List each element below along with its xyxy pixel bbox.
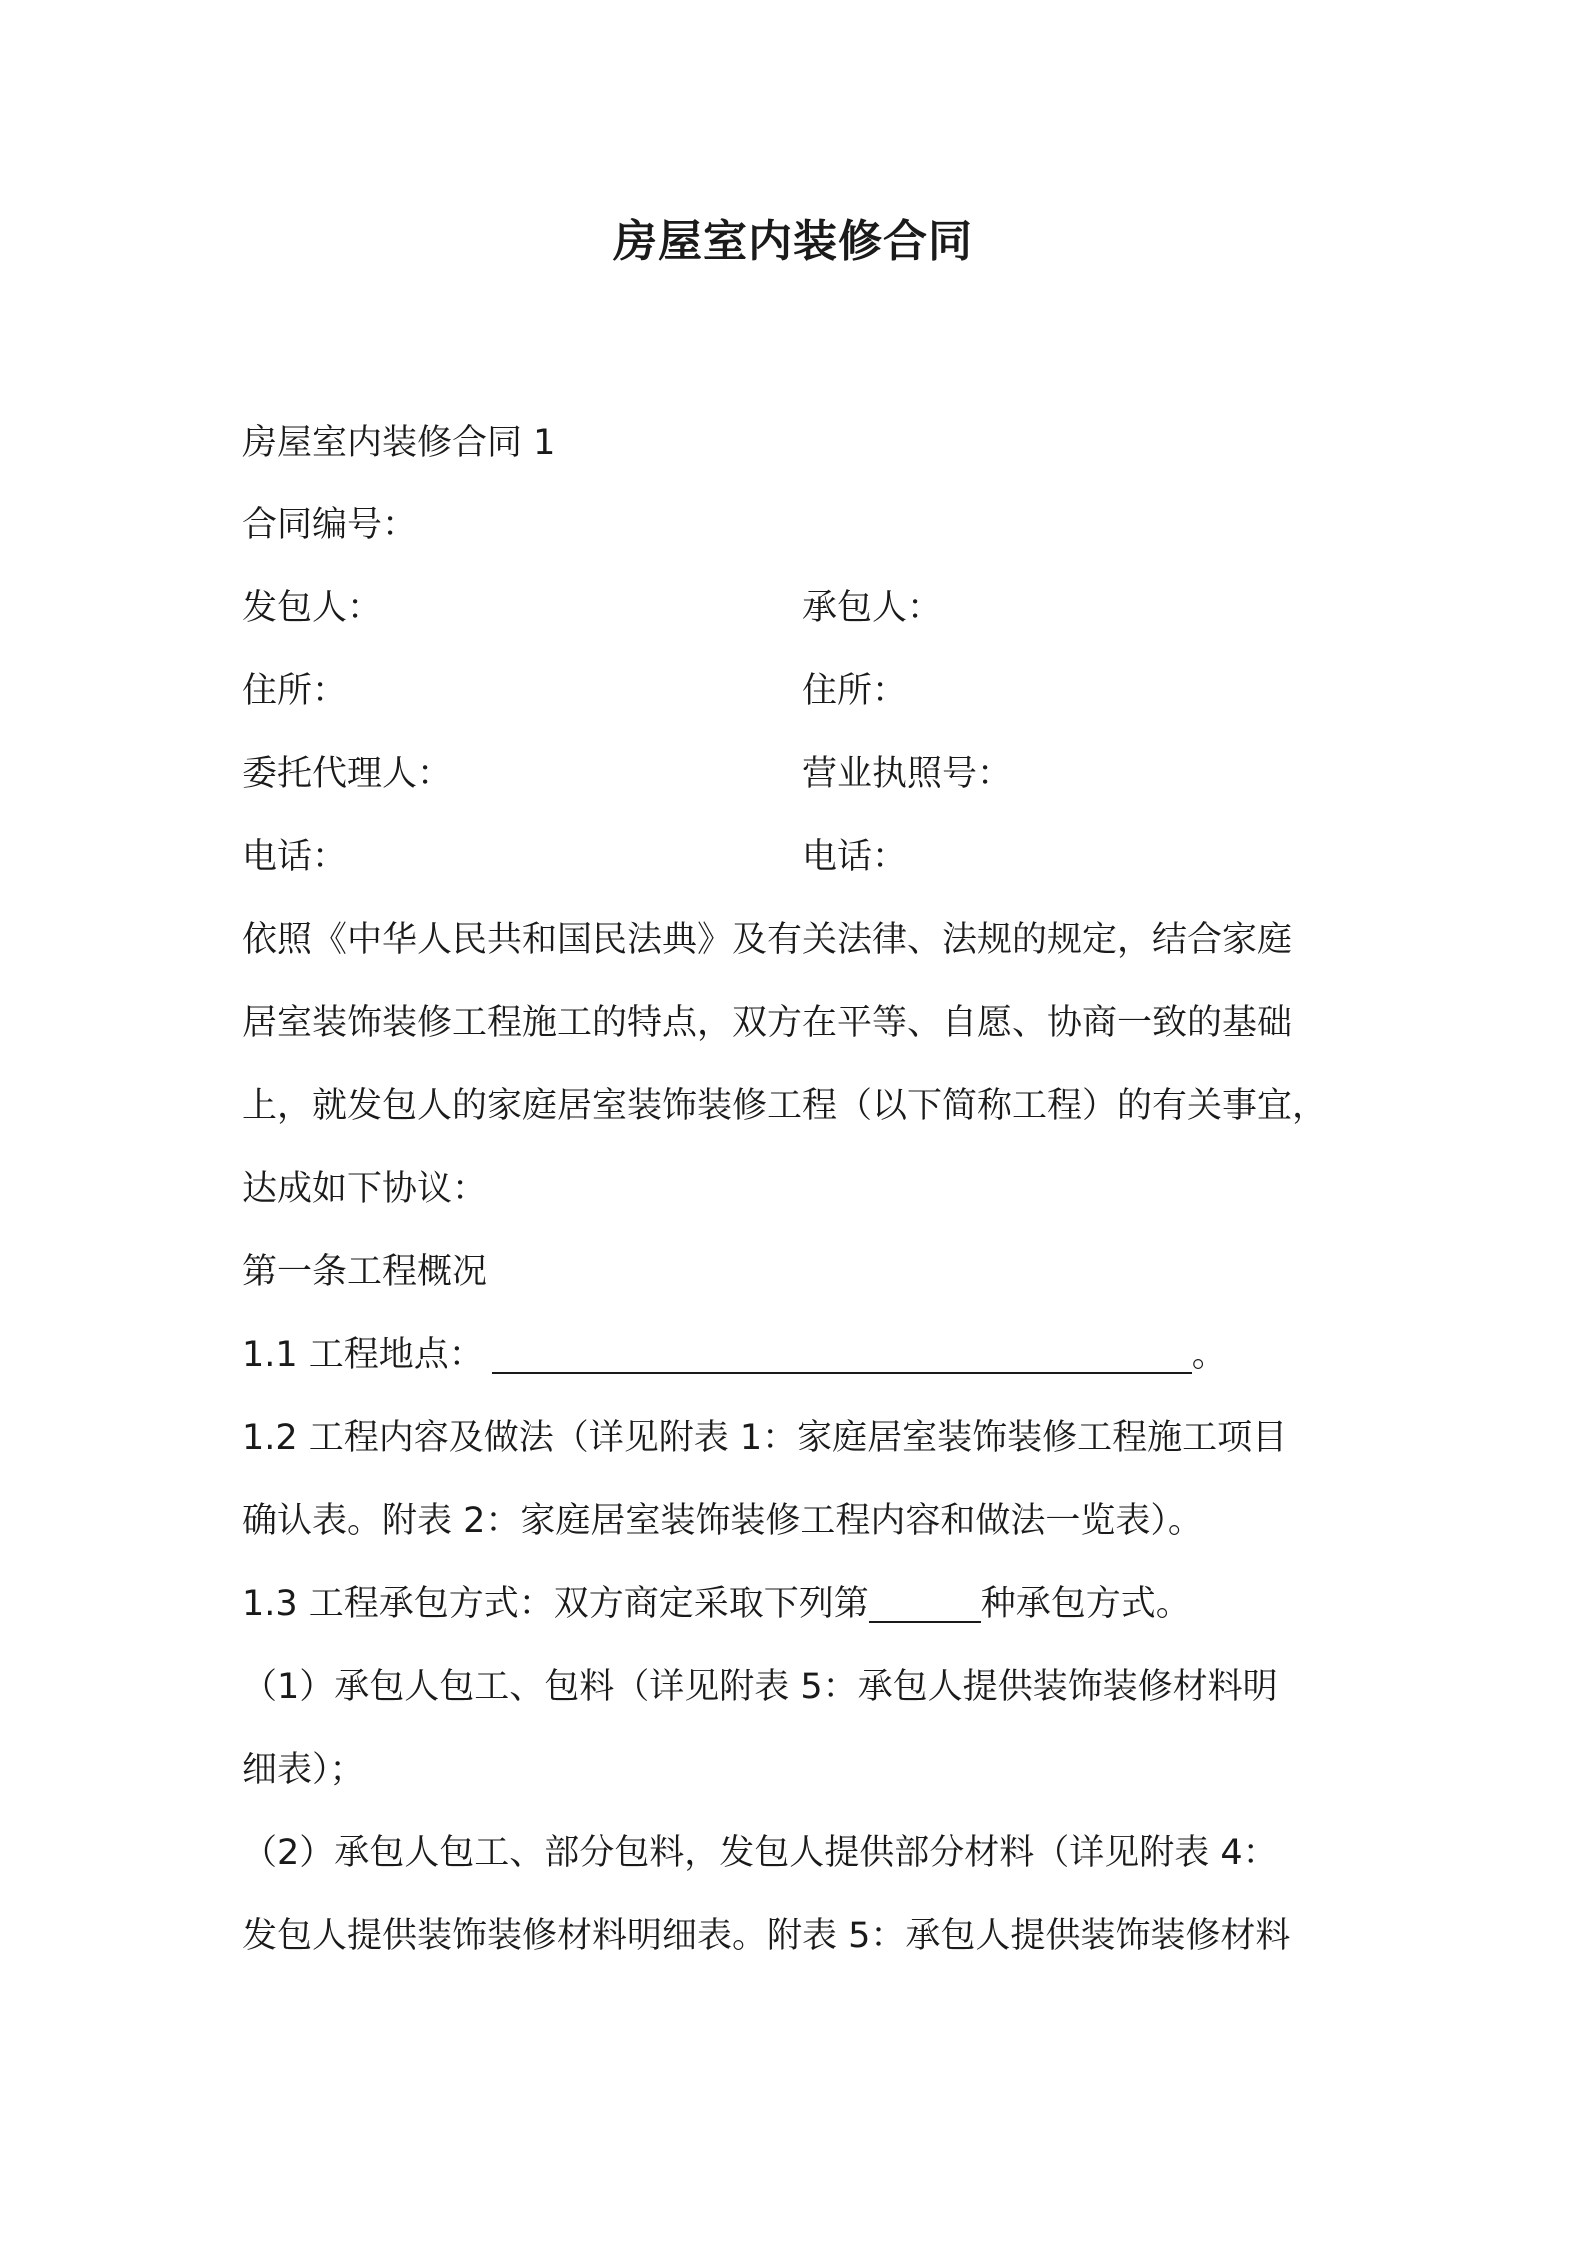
item-1-2-line-1: 1.2 工程内容及做法（详见附表 1：家庭居室装饰装修工程施工项目: [242, 1418, 1288, 1458]
employer-phone-label: 电话：: [242, 837, 348, 877]
option-1-line-1: （1）承包人包工、包料（详见附表 5：承包人提供装饰装修材料明: [242, 1667, 1278, 1707]
item-1-1-suffix: 。: [1191, 1335, 1227, 1375]
contractor-label: 承包人：: [802, 588, 943, 628]
contract-subtitle: 房屋室内装修合同 1: [242, 423, 556, 463]
preamble-line-3: 上，就发包人的家庭居室装饰装修工程（以下简称工程）的有关事宜，: [242, 1086, 1328, 1126]
item-1-1-label: 1.1 工程地点：: [242, 1335, 484, 1375]
item-1-3-suffix: 种承包方式。: [980, 1584, 1191, 1624]
agent-label: 委托代理人：: [242, 754, 453, 794]
preamble-line-4: 达成如下协议：: [242, 1169, 488, 1209]
preamble-line-1: 依照《中华人民共和国民法典》及有关法律、法规的规定，结合家庭: [242, 920, 1293, 960]
item-1-3-label: 1.3 工程承包方式：双方商定采取下列第: [242, 1584, 869, 1624]
option-2-line-2: 发包人提供装饰装修材料明细表。附表 5：承包人提供装饰装修材料: [242, 1916, 1291, 1956]
article-1-heading: 第一条工程概况: [242, 1252, 488, 1292]
contract-number-label: 合同编号：: [242, 505, 418, 545]
employer-address-label: 住所：: [242, 671, 348, 711]
business-license-label: 营业执照号：: [802, 754, 1013, 794]
contractor-phone-label: 电话：: [802, 837, 908, 877]
item-1-1: [242, 1330, 1227, 1380]
option-1-line-2: 细表）；: [242, 1750, 365, 1790]
contract-mode-blank[interactable]: [869, 1585, 981, 1623]
item-1-3: [242, 1579, 1191, 1629]
preamble-line-2: 居室装饰装修工程施工的特点，双方在平等、自愿、协商一致的基础: [242, 1003, 1293, 1043]
document-title: 房屋室内装修合同: [613, 216, 973, 267]
contractor-address-label: 住所：: [802, 671, 908, 711]
item-1-2-line-2: 确认表。附表 2：家庭居室装饰装修工程内容和做法一览表）。: [242, 1501, 1203, 1541]
project-location-blank[interactable]: [492, 1336, 1192, 1374]
option-2-line-1: （2）承包人包工、部分包料，发包人提供部分材料（详见附表 4：: [242, 1833, 1278, 1873]
employer-label: 发包人：: [242, 588, 383, 628]
